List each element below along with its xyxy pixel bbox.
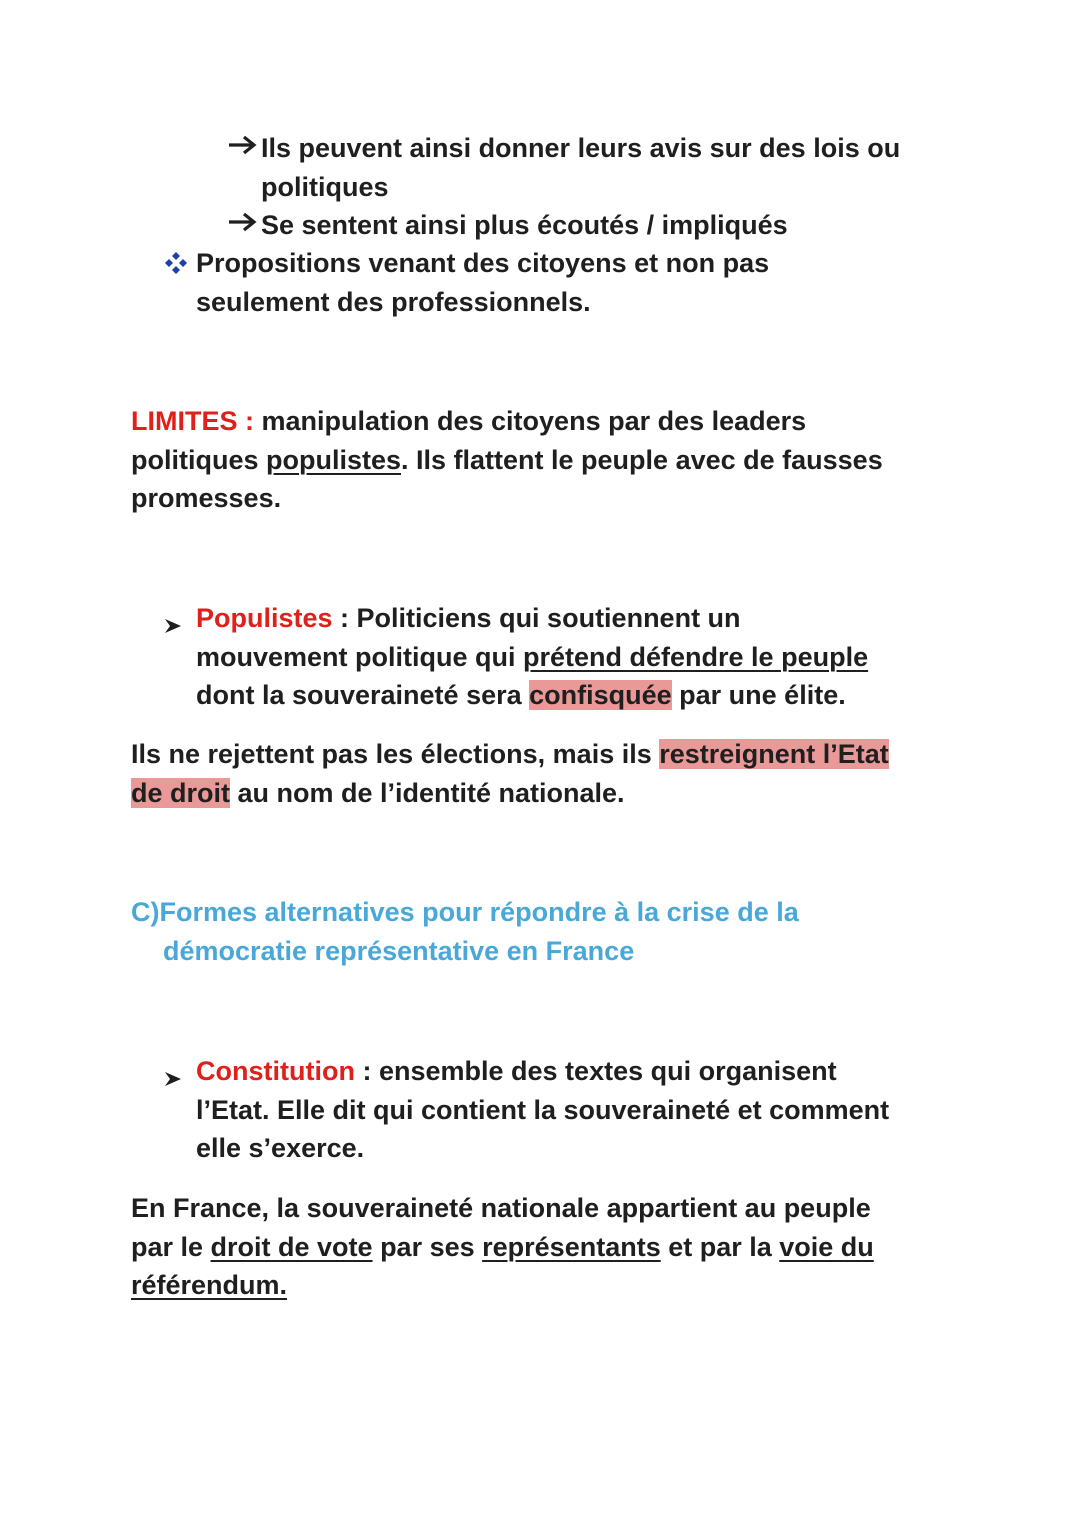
limites-paragraph [131, 402, 883, 518]
constitution-line-1 [196, 1052, 889, 1091]
right-arrow-icon [227, 131, 257, 162]
arrowhead-bullet-icon [164, 1063, 182, 1094]
populistes-term: Populistes [196, 603, 333, 633]
populistes-line-3-pre: dont la souveraineté sera [196, 680, 530, 710]
arrow-item-2 [261, 206, 788, 245]
france-paragraph [131, 1189, 874, 1305]
constitution-line-3: elle s’exerce. [196, 1133, 365, 1163]
limites-line-3: promesses. [131, 483, 282, 513]
diamond-item-line-1: Propositions venant des citoyens et non pas [196, 248, 770, 278]
arrowhead-shape [164, 1071, 182, 1087]
diamond-item [196, 244, 769, 321]
arrowhead-shape [164, 618, 182, 634]
france-line-1: En France, la souveraineté nationale appartient au peuple [131, 1193, 871, 1223]
populistes-line-1-rest: Politiciens qui soutiennent un [349, 603, 741, 633]
populistes-line-2 [196, 638, 868, 677]
limites-label: LIMITES : [131, 406, 254, 436]
four-diamond-bullet-icon [164, 251, 188, 282]
constitution-term: Constitution [196, 1056, 355, 1086]
populistes-line-3-post: par une élite. [671, 680, 846, 710]
section-c-label: C) [131, 897, 160, 927]
de-droit-highlight: de droit [131, 777, 230, 808]
elections-line-1 [131, 735, 889, 774]
france-line-2-b: par ses [372, 1231, 483, 1262]
diamond-item-line-2: seulement des professionnels. [196, 286, 591, 317]
section-c-line-2: démocratie représentative en France [163, 935, 635, 966]
right-arrow-shape [227, 135, 257, 155]
elections-line-2 [131, 774, 889, 813]
arrow-item-1-line-2: politiques [261, 171, 389, 202]
voie-du-underlined: voie du [779, 1231, 874, 1262]
representants-underlined: représentants [482, 1231, 661, 1262]
populistes-line-3 [196, 676, 868, 715]
populistes-line-1 [196, 599, 868, 638]
confisquee-highlight: confisquée [529, 680, 672, 710]
section-c-heading [131, 893, 799, 970]
france-line-2 [131, 1228, 874, 1267]
populistes-sep: : [332, 603, 350, 633]
limites-line-2-post: . Ils flattent le peuple avec de fausses [401, 444, 883, 475]
france-line-3 [131, 1266, 874, 1305]
constitution-line-1-rest: ensemble des textes qui organisent [371, 1056, 837, 1086]
populistes-underlined: populistes [266, 444, 402, 475]
droit-de-vote-underlined: droit de vote [210, 1231, 373, 1262]
limites-line-1 [131, 402, 883, 441]
elections-line-2-post: au nom de l’identité nationale. [230, 777, 625, 808]
france-line-2-a: par le [131, 1231, 211, 1262]
populistes-line-2-pre: mouvement politique qui [196, 641, 524, 672]
arrow-item-1-line-1: Ils peuvent ainsi donner leurs avis sur des lois ou [261, 133, 901, 163]
constitution-line-2: l’Etat. Elle dit qui contient la souveraineté et comment [196, 1094, 890, 1125]
arrow-item-2-line-1: Se sentent ainsi plus écoutés / impliqués [261, 210, 788, 240]
section-c-line-1 [131, 893, 799, 932]
france-line-2-c: et par la [660, 1231, 780, 1262]
right-arrow-shape [227, 212, 257, 232]
restreignent-highlight: restreignent l’Etat [659, 739, 889, 769]
limites-line-2 [131, 441, 883, 480]
elections-line-1-pre: Ils ne rejettent pas les élections, mais ils [131, 739, 660, 769]
section-c-title-1: Formes alternatives pour répondre à la crise de la [159, 897, 799, 927]
right-arrow-icon [227, 208, 257, 239]
limites-line-2-pre: politiques [131, 444, 266, 475]
referendum-underlined: référendum. [131, 1270, 288, 1300]
populistes-definition [196, 599, 868, 715]
elections-paragraph [131, 735, 889, 812]
arrowhead-bullet-icon [164, 610, 182, 641]
limites-line-1-text: manipulation des citoyens par des leaders [261, 406, 807, 436]
pretend-defendre-underlined: prétend défendre le peuple [523, 641, 869, 672]
arrow-item-1 [261, 129, 900, 206]
four-diamond-shape [164, 251, 188, 275]
constitution-sep: : [354, 1056, 372, 1086]
constitution-definition [196, 1052, 889, 1168]
